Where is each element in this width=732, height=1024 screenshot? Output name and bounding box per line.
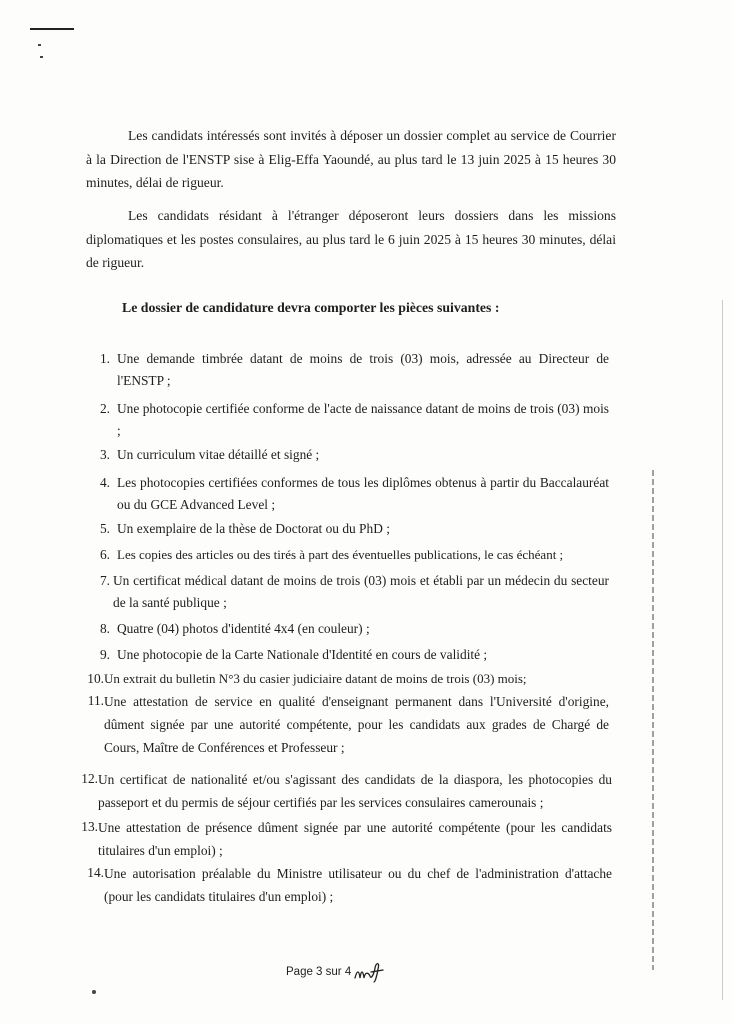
section-heading: Le dossier de candidature devra comporter les pièces suivantes : bbox=[122, 300, 500, 315]
scan-artifact-dot bbox=[38, 44, 41, 46]
paragraph-abroad: Les candidats résidant à l'étranger déposeront leurs dossiers dans les missions diplomatiques et les postes consulaires, au plus tard le 6 juin 2025 à 15 heures 30 minutes, délai de rigueur. bbox=[86, 208, 616, 270]
paragraph-deposit: Les candidats intéressés sont invités à déposer un dossier complet au service de Courrier à la Direction de l'ENSTP sise à Elig-Effa Yaoundé, au plus tard le 13 juin 2025 à 15 heures 30 minutes, délai de rigueur. bbox=[86, 128, 616, 190]
scan-artifact-dot bbox=[40, 56, 43, 58]
scan-artifact-dot bbox=[92, 990, 96, 994]
handwritten-initials-signature bbox=[353, 960, 387, 984]
document-page: Les candidats intéressés sont invités à déposer un dossier complet au service de Courrier à la Direction de l'ENSTP sise à Elig-Effa Yaoundé, au plus tard le 13 juin 2025 à 15 heures 30 minutes, délai de rigueur. Les candidats résidant à l'étranger déposeront leurs dossiers dans les missions diplomatiques et les postes consulaires, au plus tard le 6 juin 2025 à 15 heures 30 minutes, délai de rigueur. Le dossier de candidature devra comporter les pièces suivantes : 1. Une demande timbrée datant de moins de trois (03) mois, adressée au Directeur de l'ENSTP ; 2. Une photocopie certifiée conforme de l'acte de naissance datant de moins de trois (03) mois ; 3. Un curriculum vitae détaillé et signé ; 4. Les photocopies certifiées conformes de tous les diplômes obtenus à partir du Baccalauréat ou du GCE Advanced Level ; 5. Un exemplaire de la thèse de Doctorat ou du PhD ; 6. Les copies des articles ou des tirés à part des éventuelles publications, le cas échéant ; 7. Un certificat médical datant de moins de trois (03) mois et établi par un médecin du secteur de la santé publique ; 8. Quatre (04) photos d'identité 4x4 (en couleur) ; 9. Une photocopie de la Carte Nationale d'Identité en cours de validité ; 10. Un extrait du bulletin N°3 du casier judiciaire datant de moins de trois (03) mois; 11. Une attestation de service en qualité d'enseignant permanent dans l'Université d'origine, dûment signée par une autorité compétente, pour les candidats aux grades de Chargé de Cours, Maître de Conférences et Professeur ; 12. Un certificat de nationalité et/ou s'agissant des candidats de la diaspora, les photocopies du passeport et du permis de séjour certifiés par les services consulaires camerounais ; 13. Une attestation de présence dûment signée par une autorité compétente (pour les candidats titulaires d'un emploi) ; 14. Une autorisation préalable du Ministre utilisateur ou du chef de l'administration d'attache (pour les candidats titulaires d'un emploi) ; Page 3 sur 4 bbox=[0, 0, 732, 1024]
scan-edge-line bbox=[652, 470, 654, 970]
scan-artifact-line bbox=[30, 28, 74, 30]
scan-edge-line bbox=[722, 300, 723, 1000]
page-number: Page 3 sur 4 bbox=[286, 966, 352, 978]
